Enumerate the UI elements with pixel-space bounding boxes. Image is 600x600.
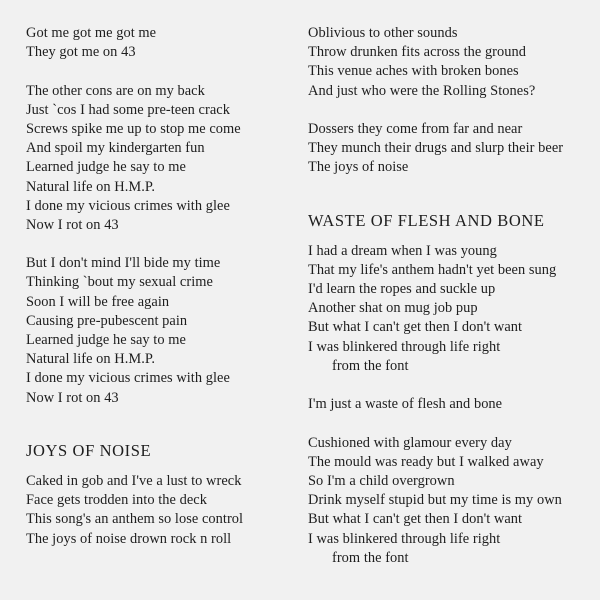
stanza [308, 24, 598, 101]
lyric-line: The joys of noise [308, 159, 409, 176]
lyric-line: Another shat on mug job pup [308, 300, 478, 317]
lyric-line: Face gets trodden into the deck [26, 492, 207, 509]
lyric-line: Learned judge he say to me [26, 332, 186, 348]
lyric-line: Just `cos I had some pre-teen crack [26, 101, 230, 118]
lyric-line: That my life's anthem hadn't yet been sung [308, 261, 557, 278]
lyric-line: So I'm a child overgrown [308, 472, 455, 489]
lyric-line: But I don't mind I'll bide my time [26, 255, 221, 272]
lyric-line: Causing pre-pubescent pain [26, 312, 188, 329]
lyric-line: Now I rot on 43 [26, 216, 119, 233]
lyric-line-continuation: from the font [332, 549, 409, 566]
lyric-line: Natural life on H.M.P. [26, 351, 155, 368]
lyric-line: But what I can't get then I don't want [308, 319, 523, 336]
lyric-line: I was blinkered through life right [308, 530, 501, 547]
lyric-line: Dossers they come from far and near [308, 120, 523, 137]
right-column [308, 24, 598, 568]
lyric-line: Throw drunken fits across the ground [308, 44, 527, 61]
lyric-line: This venue aches with broken bones [308, 63, 519, 80]
lyric-line: Cushioned with glamour every day [308, 434, 512, 451]
lyric-line: Screws spike me up to stop me come [26, 120, 241, 137]
lyric-line: I was blinkered through life right [308, 338, 501, 355]
lyric-line: I'd learn the ropes and suckle up [308, 281, 496, 298]
lyric-line: They got me on 43 [26, 44, 136, 61]
stanza [26, 82, 296, 236]
lyric-line: Natural life on H.M.P. [26, 178, 155, 195]
stanza [308, 242, 598, 376]
lyric-line: Drink myself stupid but my time is my own [308, 492, 562, 509]
left-column [26, 24, 296, 549]
lyric-line: But what I can't get then I don't want [308, 511, 523, 528]
lyric-line: I done my vicious crimes with glee [26, 370, 230, 387]
lyric-line: The other cons are on my back [26, 82, 205, 99]
lyric-line: Oblivious to other sounds [308, 25, 458, 41]
lyric-line-refrain: I'm just a waste of flesh and bone [308, 396, 503, 413]
lyric-line-continuation: from the font [332, 357, 409, 374]
song-title-waste-of-flesh-and-bone: WASTE OF FLESH AND BONE [308, 210, 545, 230]
stanza [26, 24, 296, 62]
stanza [308, 434, 598, 568]
stanza [26, 254, 296, 408]
lyric-line: Learned judge he say to me [26, 159, 186, 176]
lyric-line: Soon I will be free again [26, 293, 170, 310]
lyric-line: I had a dream when I was young [308, 242, 497, 259]
lyric-line: And just who were the Rolling Stones? [308, 82, 536, 99]
stanza [26, 472, 296, 549]
lyric-line: I done my vicious crimes with glee [26, 197, 230, 214]
lyric-line: And spoil my kindergarten fun [26, 140, 205, 157]
lyric-line: They munch their drugs and slurp their beer [308, 140, 564, 157]
stanza [308, 395, 598, 414]
lyric-line: Now I rot on 43 [26, 389, 119, 406]
lyric-line: The joys of noise drown rock n roll [26, 530, 232, 547]
stanza [308, 120, 598, 178]
lyric-line: Thinking `bout my sexual crime [26, 274, 213, 291]
lyric-line: Caked in gob and I've a lust to wreck [26, 472, 242, 489]
lyric-line: The mould was ready but I walked away [308, 453, 544, 470]
song-title-joys-of-noise: JOYS OF NOISE [26, 440, 152, 460]
lyric-line: Got me got me got me [26, 25, 157, 41]
lyric-line: This song's an anthem so lose control [26, 511, 244, 528]
